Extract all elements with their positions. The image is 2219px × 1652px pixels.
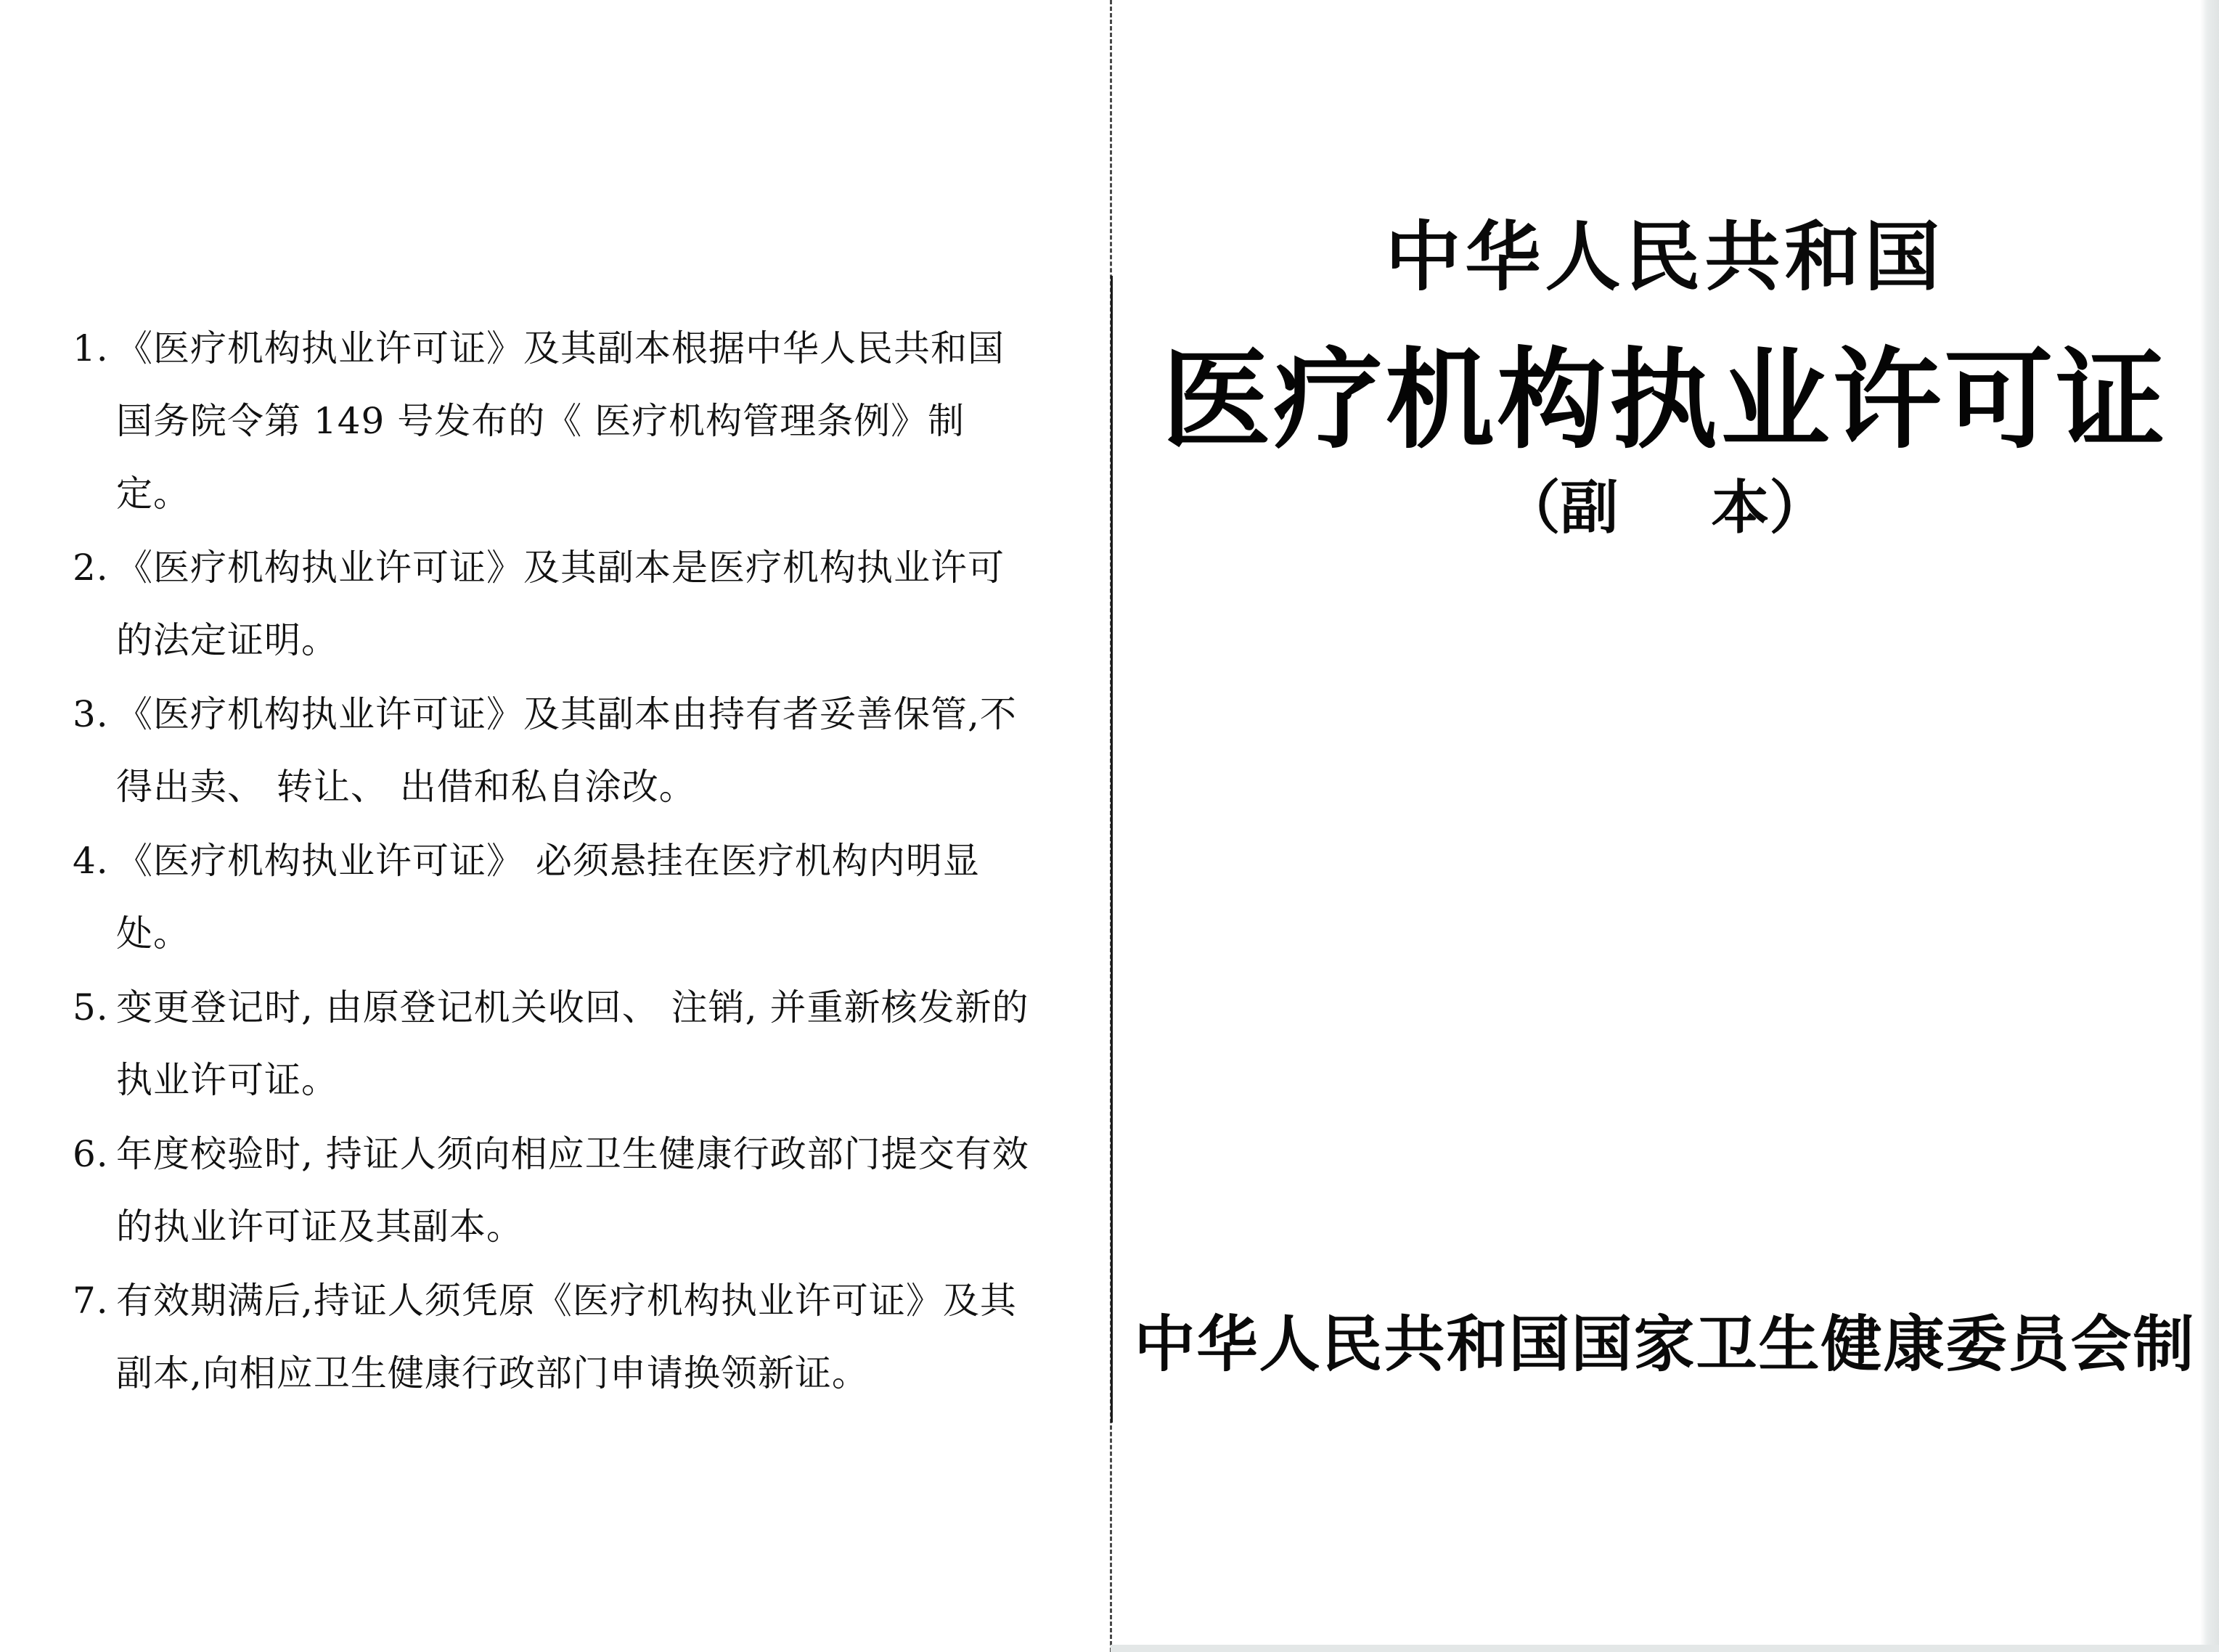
note-text: 年度校验时, 持证人须向相应卫生健康行政部门提交有效的执业许可证及其副本。 [116,1133,1029,1248]
note-number: 4. [73,840,109,882]
copy-subtitle: （副 本） [1502,474,1828,541]
note-item [73,531,1038,676]
note-item [73,678,1038,823]
note-number: 2. [73,547,109,589]
note-text: 有效期满后,持证人须凭原《医疗机构执业许可证》及其副本,向相应卫生健康行政部门申请换领新证。 [116,1280,1017,1394]
right-page [1111,0,2219,1652]
note-number: 5. [73,986,109,1029]
note-text: 变更登记时, 由原登记机关收回、 注销, 并重新核发新的执业许可证。 [116,986,1029,1101]
notes-list [73,312,1038,1411]
note-item [73,1118,1038,1263]
note-text: 《医疗机构执业许可证》及其副本是医疗机构执业许可的法定证明。 [116,547,1005,661]
note-text: 《医疗机构执业许可证》及其副本由持有者妥善保管,不得出卖、 转让、 出借和私自涂改。 [116,693,1017,808]
page-bottom-edge [1111,1645,2219,1652]
note-item [73,1264,1038,1410]
page-edge-shadow [2200,0,2219,1652]
note-text: 《医疗机构执业许可证》 必须悬挂在医疗机构内明显处。 [116,840,980,954]
country-title: 中华人民共和国 [1385,213,1945,301]
license-title: 医疗机构执业许可证 [1161,336,2168,464]
note-item [73,825,1038,970]
issuer-line: 中华人民共和国国家卫生健康委员会制 [1134,1308,2196,1380]
note-number: 6. [73,1133,109,1175]
note-number: 3. [73,693,109,735]
note-number: 7. [73,1280,109,1322]
note-item [73,312,1038,530]
note-text: 《医疗机构执业许可证》及其副本根据中华人民共和国国务院令第 149 号发布的《 医疗机构管理条例》制定。 [116,327,1005,515]
note-number: 1. [73,327,109,369]
note-item [73,971,1038,1116]
